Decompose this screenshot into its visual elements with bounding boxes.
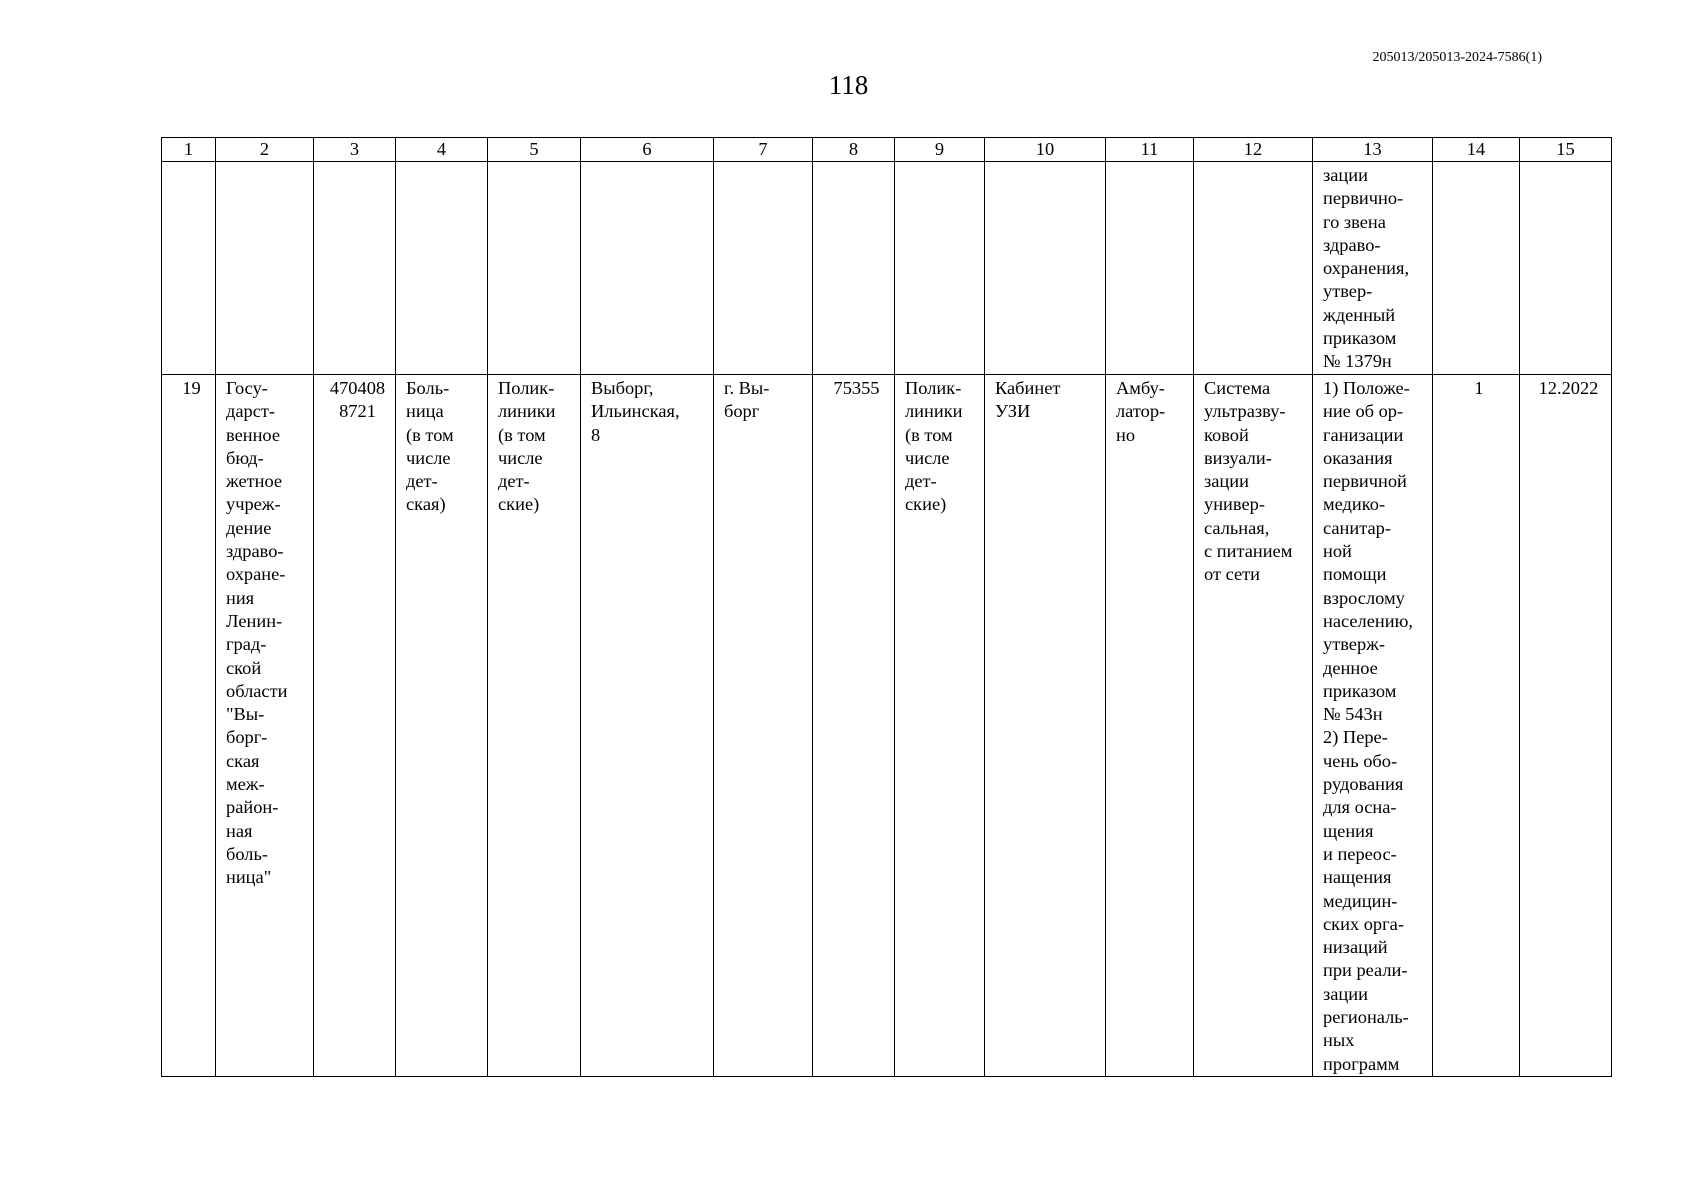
column-header: 1 xyxy=(162,138,216,162)
page-number: 118 xyxy=(828,70,869,100)
column-header: 9 xyxy=(895,138,985,162)
care-condition-cell: Амбу- латор- но xyxy=(1106,375,1194,1077)
column-header: 14 xyxy=(1433,138,1520,162)
row-number-cell: 19 xyxy=(162,375,216,1077)
column-header: 4 xyxy=(396,138,488,162)
institution-type-cell: Боль- ница (в том числе дет- ская) xyxy=(396,375,488,1077)
table-cell xyxy=(314,162,396,375)
column-header: 11 xyxy=(1106,138,1194,162)
document-code: 205013/205013-2024-7586(1) xyxy=(1372,50,1542,65)
column-header: 2 xyxy=(216,138,314,162)
regulation-cell: 1) Положе- ние об ор- ганизации оказания первичной медико- санитар- ной помощи взрослому населению, утверж- денное приказом № 543н 2) Пере- чень обо- рудования для осна- щения и переос- нащения медицин- ских орга- низаций при реали- зации региональ- ных программ xyxy=(1313,375,1433,1077)
inn-cell: 470408 8721 xyxy=(314,375,396,1077)
table-cell xyxy=(1194,162,1313,375)
table-cell xyxy=(895,162,985,375)
table-cell xyxy=(396,162,488,375)
column-header: 8 xyxy=(813,138,895,162)
column-number-row xyxy=(162,138,1612,162)
table-row xyxy=(162,375,1612,1077)
column-header: 10 xyxy=(985,138,1106,162)
table-cell xyxy=(488,162,581,375)
code-cell: 75355 xyxy=(813,375,895,1077)
equipment-cell: Система ультразву- ковой визуали- зации универ- сальная, с питанием от сети xyxy=(1194,375,1313,1077)
registry-table xyxy=(161,137,1612,1077)
table-cell xyxy=(985,162,1106,375)
address-cell: Выборг, Ильинская, 8 xyxy=(581,375,714,1077)
subdivision-type-cell: Полик- линики (в том числе дет- ские) xyxy=(488,375,581,1077)
table-cell xyxy=(1520,162,1612,375)
unit-type-cell: Полик- линики (в том числе дет- ские) xyxy=(895,375,985,1077)
table-cell xyxy=(162,162,216,375)
table-cell xyxy=(581,162,714,375)
date-cell: 12.2022 xyxy=(1520,375,1612,1077)
table-cell xyxy=(216,162,314,375)
column-header: 12 xyxy=(1194,138,1313,162)
table-cell xyxy=(813,162,895,375)
column-header: 6 xyxy=(581,138,714,162)
quantity-cell: 1 xyxy=(1433,375,1520,1077)
column-header: 3 xyxy=(314,138,396,162)
column-header: 13 xyxy=(1313,138,1433,162)
column-header: 7 xyxy=(714,138,813,162)
column-header: 5 xyxy=(488,138,581,162)
organization-name-cell: Госу- дарст- венное бюд- жетное учреж- дение здраво- охране- ния Ленин- град- ской области "Вы- борг- ская меж- район- ная боль- ница" xyxy=(216,375,314,1077)
column-header: 15 xyxy=(1520,138,1612,162)
locality-cell: г. Вы- борг xyxy=(714,375,813,1077)
room-cell: Кабинет УЗИ xyxy=(985,375,1106,1077)
table-cell xyxy=(1433,162,1520,375)
regulation-cell-continued: зации первично- го звена здраво- охранения, утвер- жденный приказом № 1379н xyxy=(1313,162,1433,375)
table-cell xyxy=(1106,162,1194,375)
table-cell xyxy=(714,162,813,375)
table-row-continued xyxy=(162,162,1612,375)
